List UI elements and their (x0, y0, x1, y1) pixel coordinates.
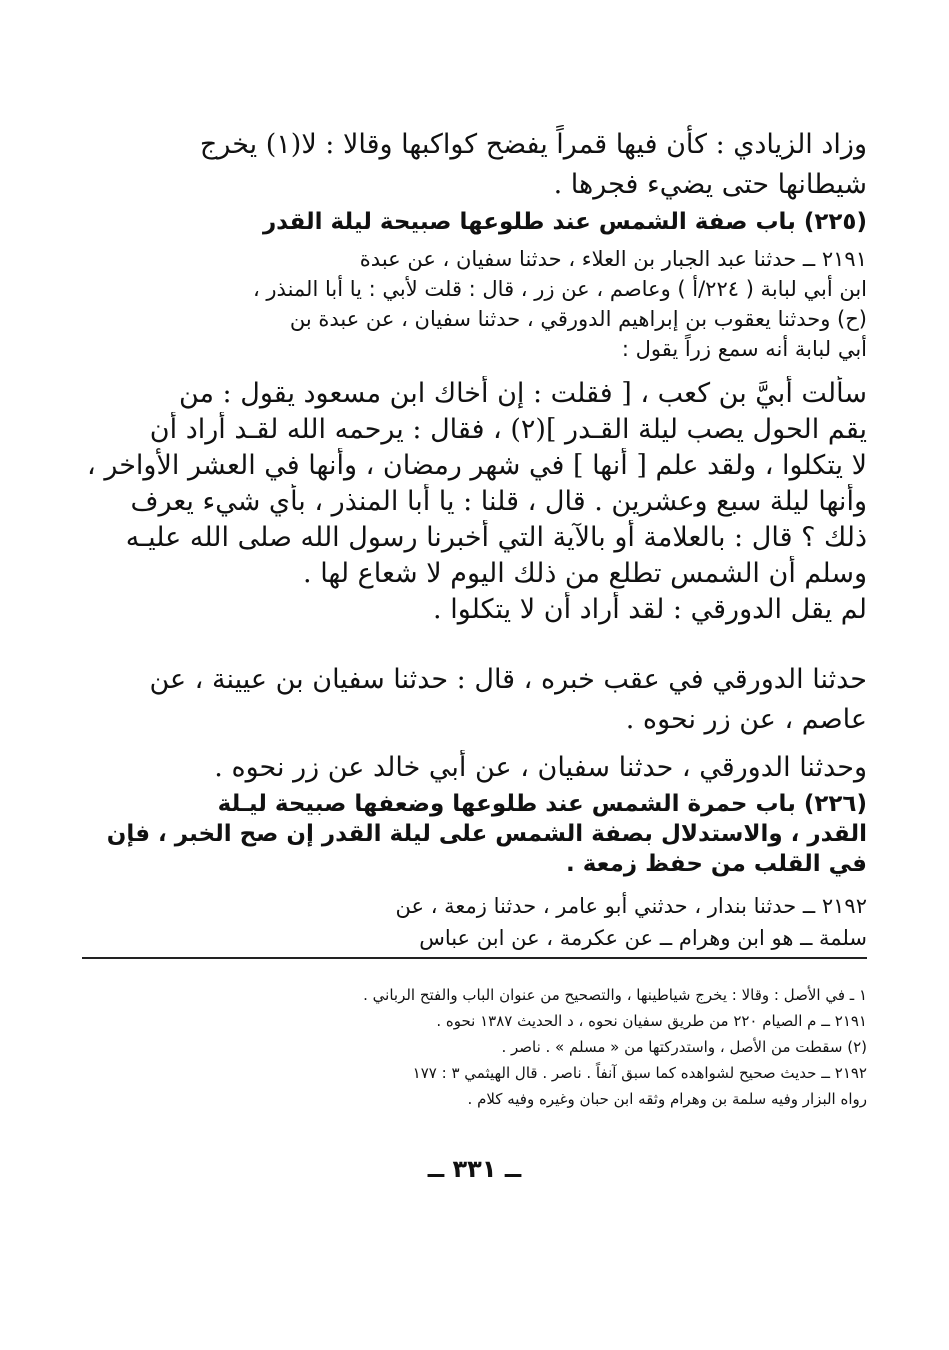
text-line: ٢١٩١ ــ حدثنا عبد الجبار بن العلاء ، حدثنا سفيان ، عن عبدة (359, 247, 867, 271)
text-line: وأنها ليلة سبع وعشرين . قال ، قلنا : يا أبا المنذر ، بأي شيء يعرف (130, 486, 867, 517)
text-line: ابن أبي لبابة ( ٢٢٤/أ ) وعاصم ، عن زر ، قال : قلت لأبي : يا أبا المنذر ، (252, 277, 867, 301)
text-line: سلمة ــ هو ابن وهرام ــ عن عكرمة ، عن ابن عباس (419, 926, 867, 950)
text-line: ٢١٩٢ ــ حدثنا بندار ، حدثني أبو عامر ، حدثنا زمعة ، عن (395, 894, 867, 918)
hadith-2191-isnad (77, 244, 867, 364)
heading-line: (٢٢٥) باب صفة الشمس عند طلوعها صبيحة ليلة القدر (262, 209, 867, 235)
text-line: وحدثنا الدورقي ، حدثنا سفيان ، عن أبي خالد عن زر نحوه . (214, 752, 867, 783)
footnote-divider (82, 957, 867, 959)
text-line: لم يقل الدورقي : لقد أراد أن لا يتكلوا . (433, 594, 867, 625)
text-line: عاصم ، عن زر نحوه . (625, 704, 867, 735)
text-line: ذلك ؟ قال : بالعلامة أو بالآية التي أخبرنا رسول الله صلى الله عليـه (125, 522, 867, 553)
footnote-line: ٢١٩٢ ــ حديث صحيح لشواهده كما سبق آنفاً . ناصر . قال الهيثمي ٣ : ١٧٧ (412, 1064, 867, 1082)
chapter-heading-226 (77, 789, 867, 879)
text-line: (ح) وحدثنا يعقوب بن إبراهيم الدورقي ، حدثنا سفيان ، عن عبدة بن (289, 307, 867, 331)
text-line: سألت أبيَّ بن كعب ، [ فقلت : إن أخاك ابن مسعود يقول : من (178, 378, 867, 409)
heading-line: في القلب من حفظ زمعة . (565, 851, 867, 877)
opening-paragraph (77, 125, 867, 205)
heading-line: القدر ، والاستدلال بصفة الشمس على ليلة القدر إن صح الخبر ، فإن (106, 821, 867, 847)
footnote-line: ١ ـ في الأصل : وقالا : يخرج شياطينها ، والتصحيح من عنوان الباب والفتح الرباني . (363, 986, 867, 1004)
chapter-heading-225 (77, 206, 867, 238)
text-line: وزاد الزيادي : كأن فيها قمراً يفضح كواكبها وقالا : لا(١) يخرج (199, 129, 867, 160)
hadith-2192-isnad (77, 890, 867, 954)
text-line: شيطانها حتى يضيء فجرها . (553, 169, 867, 200)
heading-line: (٢٢٦) باب حمرة الشمس عند طلوعها وضعفها صبيحة ليـلة (217, 791, 867, 817)
footnote-line: ٢١٩١ ــ م الصيام ٢٢٠ من طريق سفيان نحوه ، د الحديث ١٣٨٧ نحوه . (436, 1012, 867, 1030)
addendum-line-2 (77, 750, 867, 786)
footnote-line: رواه البزار وفيه سلمة بن وهرام وثقه ابن حبان وغيره وفيه كلام . (467, 1090, 867, 1108)
footnotes (77, 982, 867, 1112)
text-line: يقم الحول يصب ليلة القـدر ](٢) ، فقال : يرحمه الله لقـد أراد أن (149, 414, 867, 445)
hadith-2191-matn (77, 376, 867, 628)
page-number: ــ ٣٣١ ــ (427, 1155, 522, 1183)
text-line: لا يتكلوا ، ولقد علم [ أنها ] في شهر رمضان ، وأنها في العشر الأواخر ، (87, 450, 867, 481)
text-line: أبي لبابة أنه سمع زراً يقول : (621, 337, 867, 361)
text-line: حدثنا الدورقي في عقب خبره ، قال : حدثنا سفيان بن عيينة ، عن (149, 664, 867, 695)
footnote-line: (٢) سقطت من الأصل ، واستدركتها من « مسلم » . ناصر . (501, 1038, 867, 1056)
addendum-paragraph (77, 660, 867, 740)
text-line: وسلم أن الشمس تطلع من ذلك اليوم لا شعاع لها . (303, 558, 867, 589)
